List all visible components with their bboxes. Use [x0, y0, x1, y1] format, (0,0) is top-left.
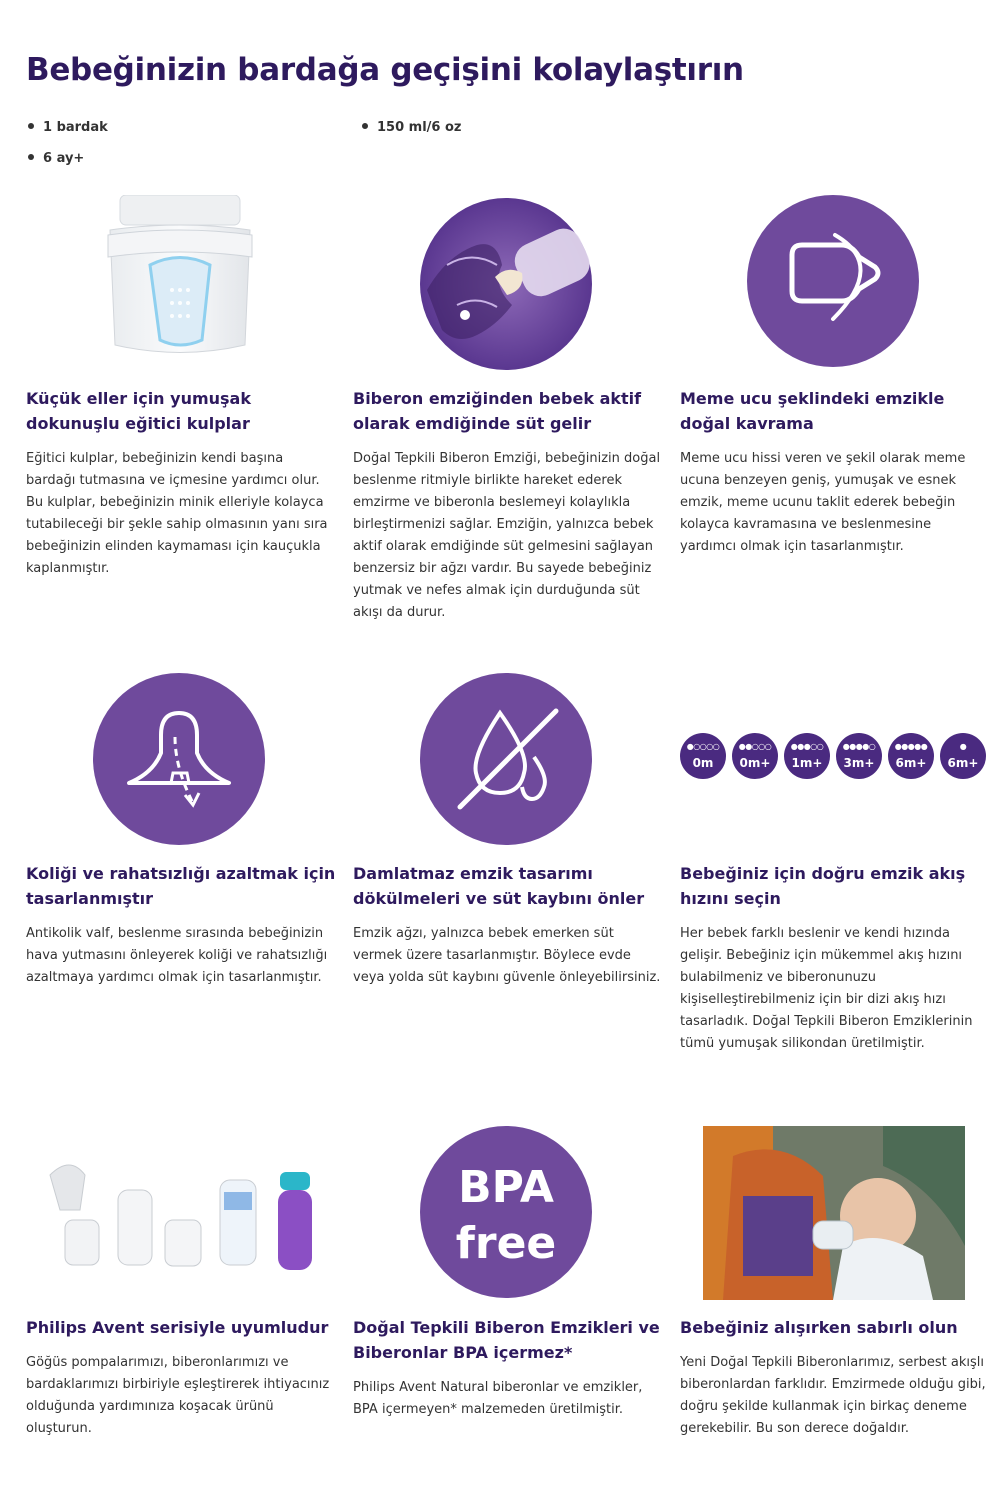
spec-item: 6 ay+ [28, 151, 84, 166]
feature-card [353, 861, 663, 989]
mother-baby-photo [703, 1126, 965, 1300]
feature-text: Meme ucu hissi veren ve şekil olarak meme ucuna benzeyen geniş, yumuşak ve esnek emzik, meme ucunu taklit ederek bebeğin kolayca kavramasına ve beslenmesine yardımcı olmak için tasarlanmıştır. [680, 451, 966, 554]
feature-text: Yeni Doğal Tepkili Biberonlarımız, serbest akışlı biberonlardan farklıdır. Emzirmede olduğu gibi, doğru şekilde kullanmak için birkaç deneme gerekebilir. Bu son derece doğaldır. [680, 1355, 986, 1436]
feature-card [680, 1315, 990, 1440]
flow-badge: ●●○○○ 0m+ [732, 733, 778, 779]
avent-range-photo [30, 1150, 330, 1290]
bullet-icon [28, 154, 34, 160]
feature-text: Göğüs pompalarımızı, biberonlarımızı ve bardaklarımızı birbiriyle eşleştirerek ihtiyacınız olduğunda yardımınıza koşacak ürünü oluşturun. [26, 1355, 330, 1436]
feature-card [680, 386, 990, 558]
no-drip-icon [420, 673, 592, 845]
bullet-icon [362, 123, 368, 129]
cup-handles-photo [80, 195, 280, 365]
spec-item: 1 bardak [28, 120, 108, 135]
feature-title: Bebeğiniz alışırken sabırlı olun [680, 1318, 958, 1337]
feature-title: Philips Avent serisiyle uyumludur [26, 1318, 329, 1337]
bpa-free-icon: BPA free [420, 1126, 592, 1298]
flow-rate-badges [680, 733, 990, 783]
feature-title: Koliği ve rahatsızlığı azaltmak için tasarlanmıştır [26, 864, 336, 908]
feature-card [26, 861, 336, 989]
page-title: Bebeğinizin bardağa geçişini kolaylaştırın [26, 52, 744, 88]
feature-card [26, 386, 336, 580]
feature-text: Emzik ağzı, yalnızca bebek emerken süt vermek üzere tasarlanmıştır. Böylece evde veya yolda süt kaybını güvenle önleyebilirsiniz. [353, 926, 661, 985]
feature-title: Bebeğiniz için doğru emzik akış hızını seçin [680, 864, 966, 908]
feature-card [353, 386, 663, 624]
flow-badge: ● 6m+ [940, 733, 986, 779]
feature-title: Meme ucu şeklindeki emzikle doğal kavrama [680, 389, 945, 433]
anti-colic-valve-icon [93, 673, 265, 845]
feature-text: Doğal Tepkili Biberon Emziği, bebeğinizin doğal beslenme ritmiyle birlikte hareket ederek emzirme ve biberonla beslemeyi kolaylıkla birleştirmenizi sağlar. Emziğin, yalnızca bebek aktif olarak emdiğinde süt gelmesini sağlayan benzersiz bir ağzı vardır. Bu sayede bebeğiniz yutmak ve nefes almak için durduğunda süt akışı da durur. [353, 451, 661, 620]
flow-badge: ●●●●○ 3m+ [836, 733, 882, 779]
feature-title: Damlatmaz emzik tasarımı dökülmeleri ve süt kaybını önler [353, 864, 645, 908]
spec-item: 150 ml/6 oz [362, 120, 461, 135]
flow-badge: ●●●●● 6m+ [888, 733, 934, 779]
feature-title: Biberon emziğinden bebek aktif olarak emdiğinde süt gelir [353, 389, 642, 433]
feature-card [26, 1315, 336, 1440]
feature-text: Antikolik valf, beslenme sırasında bebeğinizin hava yutmasını önleyerek koliği ve rahatsızlığı azaltmaya yardımcı olmak için tasarlanmıştır. [26, 926, 328, 985]
feature-card [353, 1315, 663, 1421]
feature-title: Doğal Tepkili Biberon Emzikleri ve Biberonlar BPA içermez* [353, 1318, 660, 1362]
feature-text: Eğitici kulplar, bebeğinizin kendi başına bardağı tutmasına ve içmesine yardımcı olur. Bu kulplar, bebeğinizin minik elleriyle kolayca tutabileceği bir şekle sahip olmasının yanı sıra bebeğinizin elinden kaymaması için kauçukla kaplanmıştır. [26, 451, 328, 576]
feature-text: Her bebek farklı beslenir ve kendi hızında gelişir. Bebeğiniz için mükemmel akış hızını bulabilmeniz ve biberonunuzu kişiselleştirebilmeniz için bir dizi akış hızı tasarladık. Doğal Tepkili Biberon Emziklerinin tümü yumuşak silikondan üretilmiştir. [680, 926, 973, 1051]
bullet-icon [28, 123, 34, 129]
feature-title: Küçük eller için yumuşak dokunuşlu eğitici kulplar [26, 389, 251, 433]
flow-badge: ●●●○○ 1m+ [784, 733, 830, 779]
flow-badge: ●○○○○ 0m [680, 733, 726, 779]
baby-feeding-illustration [417, 195, 595, 373]
nipple-shape-icon [747, 195, 919, 367]
feature-card [680, 861, 990, 1055]
feature-text: Philips Avent Natural biberonlar ve emzikler, BPA içermeyen* malzemeden üretilmiştir. [353, 1380, 643, 1417]
